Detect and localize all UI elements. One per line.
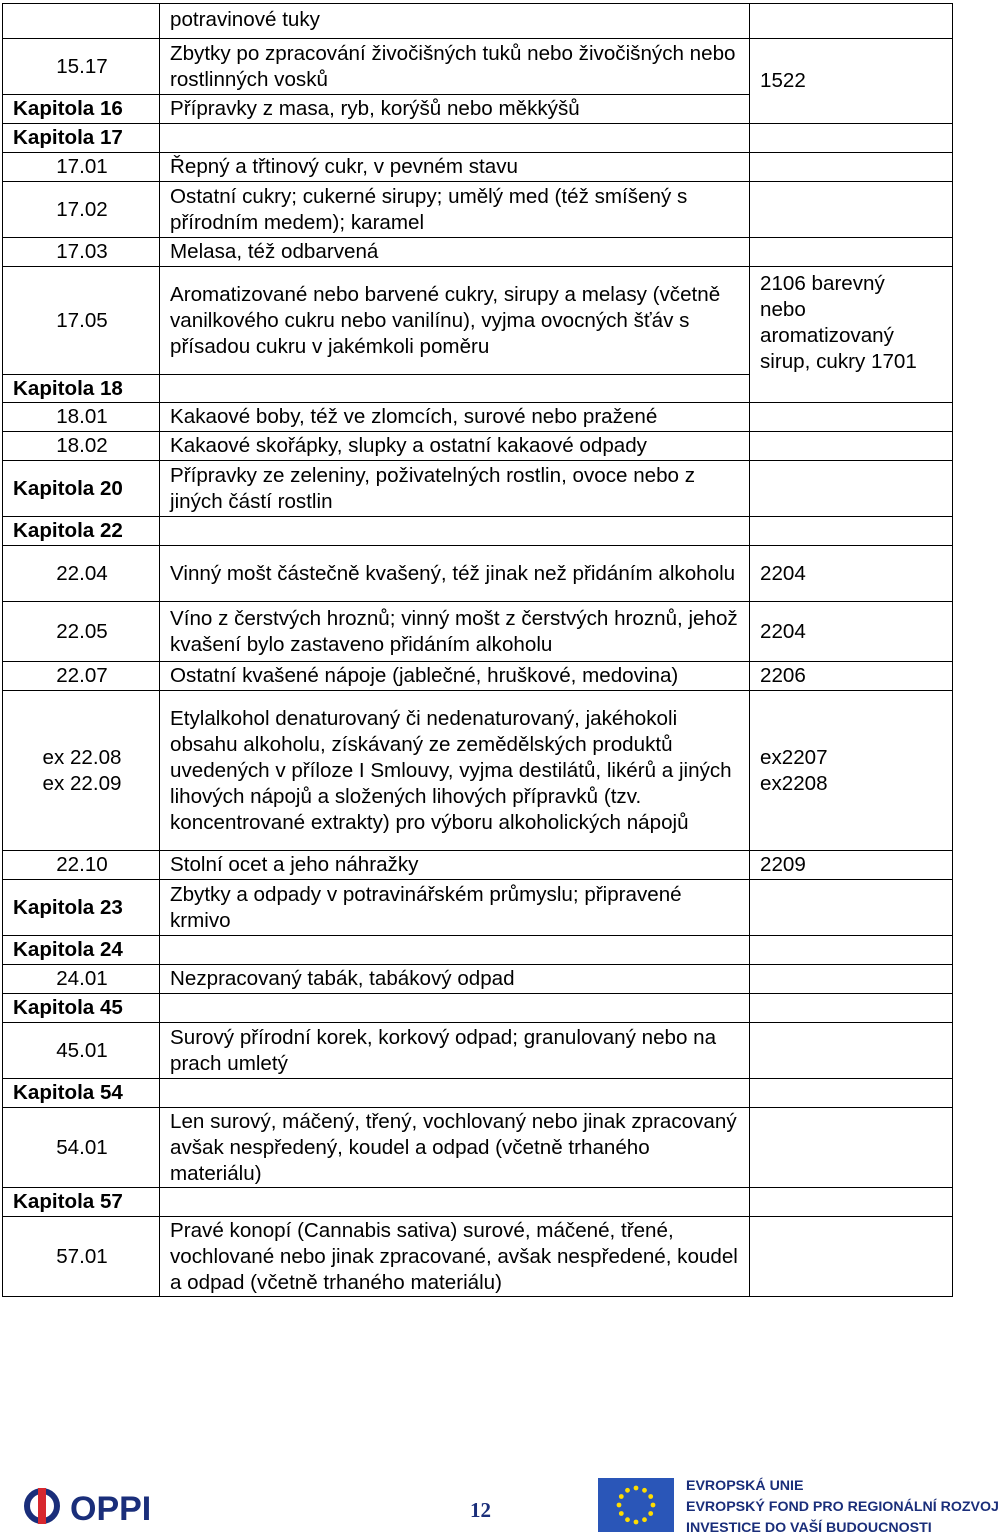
code-cell: 15.17	[3, 39, 160, 95]
chapter-heading: Kapitola 16	[3, 95, 160, 124]
table-row	[3, 238, 953, 267]
chapter-heading: Kapitola 57	[3, 1188, 160, 1217]
reference-cell	[750, 4, 953, 39]
reference-cell	[750, 1108, 953, 1188]
code-cell: 17.03	[3, 238, 160, 267]
code-cell: 22.07	[3, 662, 160, 691]
description-cell: Zbytky a odpady v potravinářském průmyslu; připravené krmivo	[160, 880, 750, 936]
chapter-heading: Kapitola 18	[3, 375, 160, 403]
reference-cell	[750, 124, 953, 153]
description-cell: Přípravky ze zeleniny, poživatelných rostlin, ovoce nebo z jiných částí rostlin	[160, 461, 750, 517]
description-cell: Kakaové skořápky, slupky a ostatní kakaové odpady	[160, 432, 750, 461]
table-row	[3, 880, 953, 936]
table-row	[3, 517, 953, 546]
code-cell: 18.01	[3, 403, 160, 432]
code-cell: 57.01	[3, 1217, 160, 1297]
table-row	[3, 1108, 953, 1188]
table-row	[3, 851, 953, 880]
chapter-heading: Kapitola 23	[3, 880, 160, 936]
eu-line: EVROPSKÝ FOND PRO REGIONÁLNÍ ROZVOJ	[686, 1499, 999, 1515]
reference-cell	[750, 432, 953, 461]
reference-cell: 2206	[750, 662, 953, 691]
code-line: ex 22.08	[42, 745, 122, 769]
table-row	[3, 1188, 953, 1217]
table-row	[3, 182, 953, 238]
table-row	[3, 1023, 953, 1079]
reference-cell	[750, 965, 953, 994]
description-cell	[160, 124, 750, 153]
code-cell: 24.01	[3, 965, 160, 994]
description-cell: Etylalkohol denaturovaný či nedenaturovaný, jakéhokoli obsahu alkoholu, získávaný ze zemědělských produktů uvedených v příloze I Smlouvy, vyjma destilátů, likérů a jiných lihových nápojů a složených lihových přípravků (tzv. koncentrované extrakty) pro výboru alkoholických nápojů	[160, 691, 750, 851]
reference-line: ex2207	[760, 745, 828, 769]
reference-cell	[750, 461, 953, 517]
eu-line: EVROPSKÁ UNIE	[686, 1478, 804, 1494]
code-cell: 22.04	[3, 546, 160, 602]
table-row	[3, 1217, 953, 1297]
reference-cell: 2209	[750, 851, 953, 880]
page-footer	[0, 1472, 999, 1540]
reference-cell	[750, 1023, 953, 1079]
eu-fund-label	[686, 1476, 999, 1539]
reference-cell	[750, 153, 953, 182]
table-row	[3, 153, 953, 182]
reference-cell	[750, 691, 953, 851]
description-cell: Nezpracovaný tabák, tabákový odpad	[160, 965, 750, 994]
description-cell: potravinové tuky	[160, 4, 750, 39]
reference-cell: 2204	[750, 602, 953, 662]
code-cell: 18.02	[3, 432, 160, 461]
description-cell	[160, 375, 750, 403]
table-row	[3, 403, 953, 432]
description-cell	[160, 517, 750, 546]
reference-cell	[750, 182, 953, 238]
reference-cell	[750, 1079, 953, 1108]
reference-cell	[750, 1188, 953, 1217]
code-cell	[3, 691, 160, 851]
oppi-logo-text: OPPI	[70, 1490, 152, 1528]
oppi-logo-icon	[22, 1482, 182, 1530]
chapter-heading: Kapitola 24	[3, 936, 160, 965]
reference-line: ex2208	[760, 771, 828, 795]
reference-cell: 1522	[750, 39, 953, 124]
reference-cell	[750, 403, 953, 432]
table-row	[3, 662, 953, 691]
chapter-heading: Kapitola 22	[3, 517, 160, 546]
table-row	[3, 1079, 953, 1108]
reference-cell: 2204	[750, 546, 953, 602]
description-cell	[160, 1079, 750, 1108]
chapter-heading: Kapitola 54	[3, 1079, 160, 1108]
description-cell: Surový přírodní korek, korkový odpad; granulovaný nebo na prach umletý	[160, 1023, 750, 1079]
description-cell: Zbytky po zpracování živočišných tuků nebo živočišných nebo rostlinných vosků	[160, 39, 750, 95]
description-cell: Melasa, též odbarvená	[160, 238, 750, 267]
eu-line: INVESTICE DO VAŠÍ BUDOUCNOSTI	[686, 1520, 932, 1536]
description-cell: Víno z čerstvých hroznů; vinný mošt z čerstvých hroznů, jehož kvašení bylo zastaveno přidáním alkoholu	[160, 602, 750, 662]
reference-cell	[750, 994, 953, 1023]
description-cell	[160, 1188, 750, 1217]
description-cell: Ostatní kvašené nápoje (jablečné, hruškové, medovina)	[160, 662, 750, 691]
code-cell: 17.05	[3, 267, 160, 375]
table-row	[3, 602, 953, 662]
code-cell	[3, 4, 160, 39]
table-row	[3, 432, 953, 461]
table-row	[3, 546, 953, 602]
reference-cell	[750, 880, 953, 936]
page-number: 12	[470, 1498, 491, 1522]
eu-flag-icon	[598, 1478, 674, 1532]
chapter-heading: Kapitola 45	[3, 994, 160, 1023]
table-row	[3, 124, 953, 153]
description-cell: Stolní ocet a jeho náhražky	[160, 851, 750, 880]
table-row	[3, 461, 953, 517]
table-row	[3, 4, 953, 39]
description-cell: Řepný a třtinový cukr, v pevném stavu	[160, 153, 750, 182]
description-cell: Aromatizované nebo barvené cukry, sirupy a melasy (včetně vanilkového cukru nebo vanilínu), vyjma ovocných šťáv s přísadou cukru v jakémkoli poměru	[160, 267, 750, 375]
table-row	[3, 691, 953, 851]
reference-cell: 2106 barevný nebo aromatizovaný sirup, cukry 1701	[750, 267, 953, 403]
description-cell: Vinný mošt částečně kvašený, též jinak než přidáním alkoholu	[160, 546, 750, 602]
table-row	[3, 39, 953, 95]
description-cell: Přípravky z masa, ryb, korýšů nebo měkkýšů	[160, 95, 750, 124]
code-cell: 17.01	[3, 153, 160, 182]
chapter-table	[2, 3, 953, 1297]
code-cell: 45.01	[3, 1023, 160, 1079]
description-cell: Pravé konopí (Cannabis sativa) surové, máčené, třené, vochlované nebo jinak zpracované, avšak nespředené, koudel a odpad (včetně trhaného materiálu)	[160, 1217, 750, 1297]
code-cell: 22.05	[3, 602, 160, 662]
reference-cell	[750, 936, 953, 965]
table-row	[3, 936, 953, 965]
description-cell	[160, 994, 750, 1023]
reference-cell	[750, 1217, 953, 1297]
code-cell: 22.10	[3, 851, 160, 880]
description-cell: Len surový, máčený, třený, vochlovaný nebo jinak zpracovaný avšak nespředený, koudel a odpad (včetně trhaného materiálu)	[160, 1108, 750, 1188]
description-cell	[160, 936, 750, 965]
reference-cell	[750, 517, 953, 546]
code-cell: 17.02	[3, 182, 160, 238]
code-cell: 54.01	[3, 1108, 160, 1188]
reference-cell	[750, 238, 953, 267]
table-row	[3, 267, 953, 375]
code-line: ex 22.09	[42, 771, 122, 795]
description-cell: Kakaové boby, též ve zlomcích, surové nebo pražené	[160, 403, 750, 432]
chapter-heading: Kapitola 20	[3, 461, 160, 517]
table-row	[3, 965, 953, 994]
description-cell: Ostatní cukry; cukerné sirupy; umělý med (též smíšený s přírodním medem); karamel	[160, 182, 750, 238]
chapter-heading: Kapitola 17	[3, 124, 160, 153]
table-row	[3, 994, 953, 1023]
